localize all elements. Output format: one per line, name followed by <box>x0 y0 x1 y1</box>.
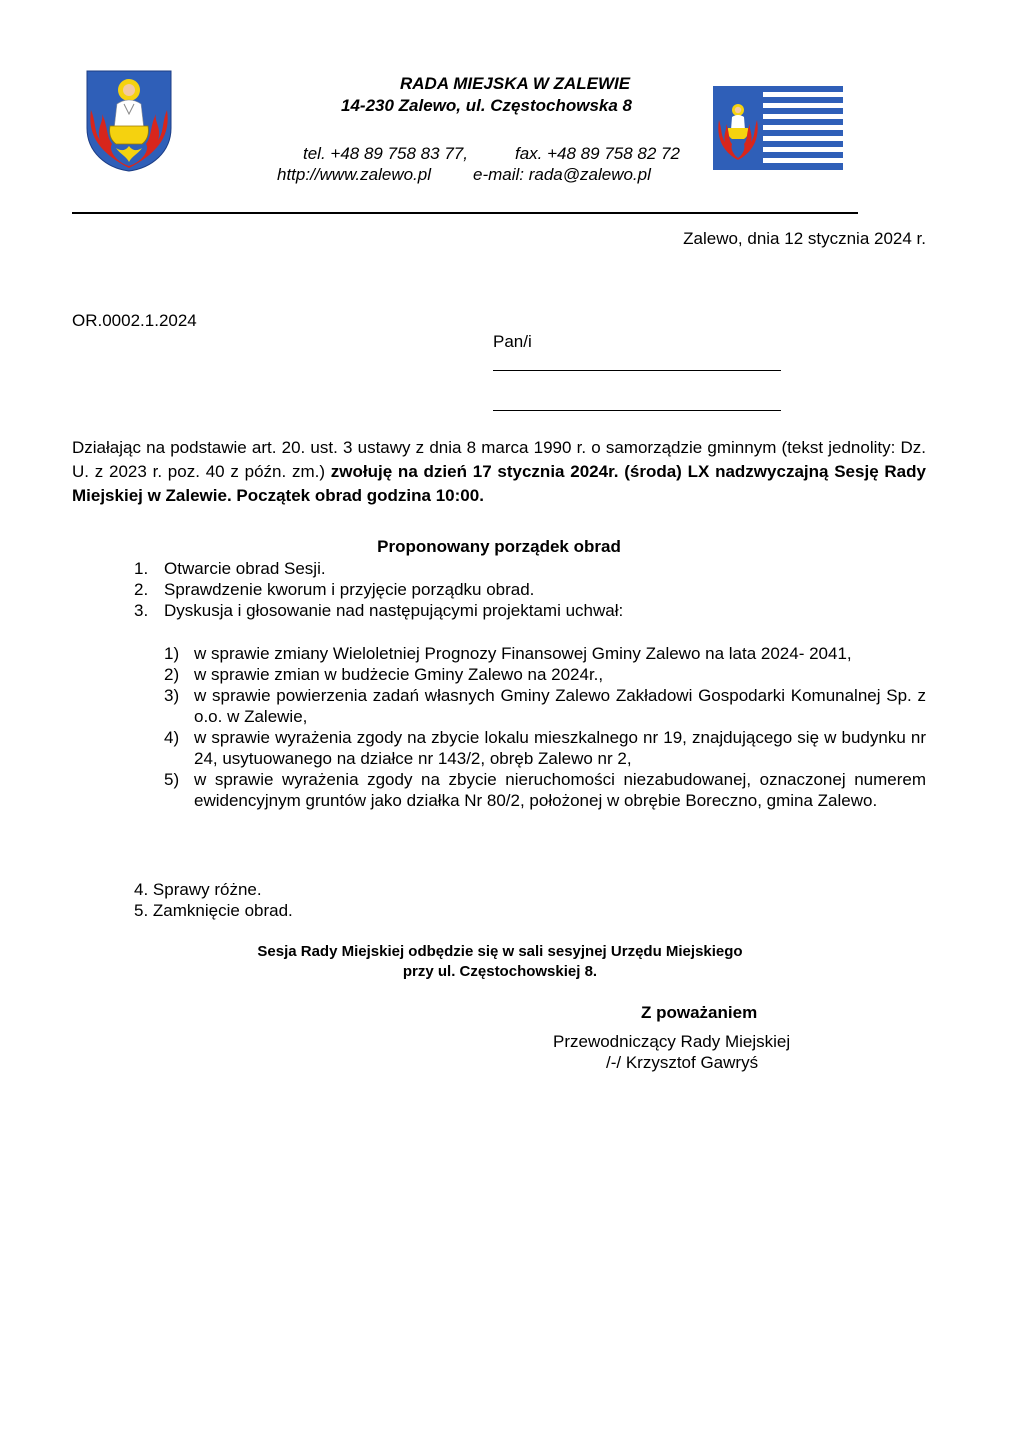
website-link[interactable]: http://www.zalewo.pl <box>277 165 432 184</box>
addressee-label: Pan/i <box>493 332 532 351</box>
agenda-list <box>134 558 926 621</box>
item-text: Sprawy różne. <box>152 880 262 899</box>
item-text: w sprawie zmiany Wieloletniej Prognozy Finansowej Gminy Zalewo na lata 2024- 2041, <box>194 644 852 663</box>
signatory-role: Przewodniczący Rady Miejskiej <box>553 1032 791 1051</box>
item-number: 3. <box>134 601 149 620</box>
agenda-title: Proponowany porządek obrad <box>377 537 621 556</box>
convocation-intro: Działając na podstawie art. 20. ust. 3 ustawy z dnia 8 marca 1990 r. o samorządzie gminnym (tekst jednolity: Dz. U. z 2023 r. poz. 40 z późn. zm.) <box>72 438 926 481</box>
list-item <box>134 900 926 921</box>
coat-of-arms-icon <box>86 70 172 172</box>
addressee-line-2 <box>493 410 781 411</box>
item-text: w sprawie zmian w budżecie Gminy Zalewo na 2024r., <box>194 665 604 684</box>
list-item <box>134 600 926 621</box>
email-link[interactable]: e-mail: rada@zalewo.pl <box>473 165 651 184</box>
venue-note <box>100 942 900 982</box>
item-number: 4) <box>164 728 180 747</box>
item-text: w sprawie powierzenia zadań własnych Gminy Zalewo Zakładowi Gospodarki Komunalnej Sp. z o.o. w Zalewie, <box>194 686 926 726</box>
item-text: w sprawie wyrażenia zgody na zbycie lokalu mieszkalnego nr 19, znajdującego się w budynku nr 24, usytuowanego na działce nr 143/2, obręb Zalewo nr 2, <box>194 728 926 768</box>
item-number: 5) <box>164 770 180 789</box>
item-number: 2. <box>134 580 149 599</box>
list-item <box>164 685 926 727</box>
org-address: 14-230 Zalewo, ul. Częstochowska 8 <box>341 96 633 115</box>
item-text: Zamknięcie obrad. <box>152 901 293 920</box>
header-divider <box>72 212 858 214</box>
item-number: 3) <box>164 686 180 705</box>
signatory-name: /-/ Krzysztof Gawryś <box>606 1053 759 1072</box>
list-item <box>134 579 926 600</box>
venue-line-2: przy ul. Częstochowskiej 8. <box>402 963 598 980</box>
item-text: Dyskusja i głosowanie nad następującymi projektami uchwał: <box>164 601 624 620</box>
fax-number: fax. +48 89 758 82 72 <box>515 144 680 163</box>
list-item <box>164 664 926 685</box>
agenda-list-continued <box>134 879 926 921</box>
list-item <box>164 727 926 769</box>
item-number: 4. <box>134 880 149 899</box>
item-number: 5. <box>134 901 149 920</box>
item-text: Otwarcie obrad Sesji. <box>164 559 326 578</box>
convocation-bold: zwołuję na dzień 17 stycznia 2024r. (środa) LX nadzwyczajną Sesję Rady Miejskiej w Zalewie. Początek obrad godzina 10:00. <box>72 462 926 505</box>
venue-line-1: Sesja Rady Miejskiej odbędzie się w sali sesyjnej Urzędu Miejskiego <box>257 943 743 960</box>
list-item <box>164 769 926 811</box>
convocation-paragraph <box>72 436 926 508</box>
item-number: 2) <box>164 665 180 684</box>
date-line: Zalewo, dnia 12 stycznia 2024 r. <box>683 229 926 248</box>
org-name: RADA MIEJSKA W ZALEWIE <box>400 74 631 93</box>
item-number: 1. <box>134 559 149 578</box>
phone-number: tel. +48 89 758 83 77, <box>303 144 468 163</box>
reference-number: OR.0002.1.2024 <box>72 311 197 330</box>
list-item <box>134 558 926 579</box>
item-text: Sprawdzenie kworum i przyjęcie porządku obrad. <box>164 580 535 599</box>
list-item <box>164 643 926 664</box>
closing-regards: Z poważaniem <box>641 1003 758 1022</box>
item-number: 1) <box>164 644 180 663</box>
resolution-list <box>164 643 926 811</box>
flag-icon <box>713 86 843 170</box>
list-item <box>134 879 926 900</box>
item-text: w sprawie wyrażenia zgody na zbycie nieruchomości niezabudowanej, oznaczonej numerem ewidencyjnym gruntów jako działka Nr 80/2, położonej w obrębie Boreczno, gmina Zalewo. <box>194 770 926 810</box>
addressee-line-1 <box>493 370 781 371</box>
